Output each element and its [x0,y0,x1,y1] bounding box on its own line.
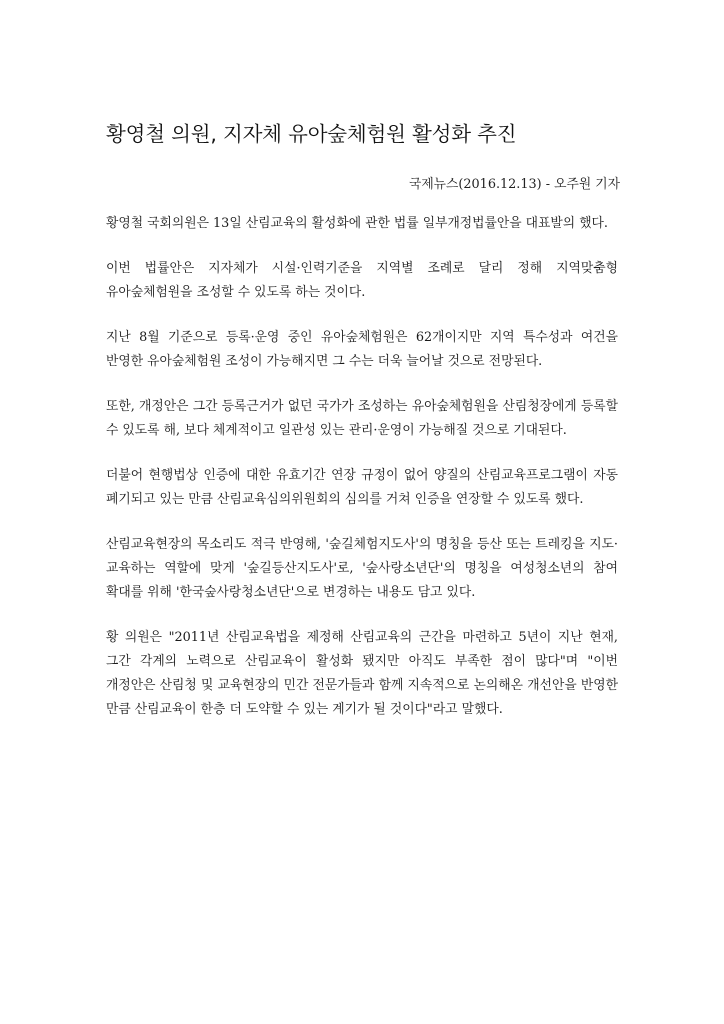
article-byline: 국제뉴스(2016.12.13) - 오주원 기자 [408,177,620,192]
paragraph-6: 산림교육현장의 목소리도 적극 반영해, '숲길체험지도사'의 명칭을 등산 또는 트레킹을 지도·교육하는 역할에 맞게 '숲길등산지도사'로, '숲사랑소년단'의 명칭을 여성청소년의 참여 확대를 위해 '한국숲사랑청소년단'으로 변경하는 내용도 담고 있다. [106,537,618,600]
paragraph-7: 황 의원은 "2011년 산림교육법을 제정해 산림교육의 근간을 마련하고 5년이 지난 현재, 그간 각계의 노력으로 산림교육이 활성화 됐지만 아직도 부족한 점이 많다"며 "이번 개정안은 산림청 및 교육현장의 민간 전문가들과 함께 지속적으로 논의해온 개선안을 반영한 만큼 산림교육이 한층 더 도약할 수 있는 계기가 될 것이다"라고 말했다. [106,630,618,717]
article-body [106,212,618,743]
paragraph-3: 지난 8월 기준으로 등록·운영 중인 유아숲체험원은 62개이지만 지역 특수성과 여건을 반영한 유아숲체험원 조성이 가능해지면 그 수는 더욱 늘어날 것으로 전망된다. [106,330,618,369]
paragraph-5: 더불어 현행법상 인증에 대한 유효기간 연장 규정이 없어 양질의 산림교육프로그램이 자동 폐기되고 있는 만큼 산림교육심의위원회의 심의를 거쳐 인증을 연장할 수 있도록 했다. [106,468,618,507]
paragraph-4: 또한, 개정안은 그간 등록근거가 없던 국가가 조성하는 유아숲체험원을 산림청장에게 등록할 수 있도록 해, 보다 체계적이고 일관성 있는 관리·운영이 가능해질 것으로 기대된다. [106,399,618,438]
paragraph-1: 황영철 국회의원은 13일 산림교육의 활성화에 관한 법률 일부개정법률안을 대표발의 했다. [106,216,608,231]
paragraph-2: 이번 법률안은 지자체가 시설·인력기준을 지역별 조례로 달리 정해 지역맞춤형 유아숲체험원을 조성할 수 있도록 하는 것이다. [106,261,618,300]
article-title: 황영철 의원, 지자체 유아숲체험원 활성화 추진 [106,122,517,146]
